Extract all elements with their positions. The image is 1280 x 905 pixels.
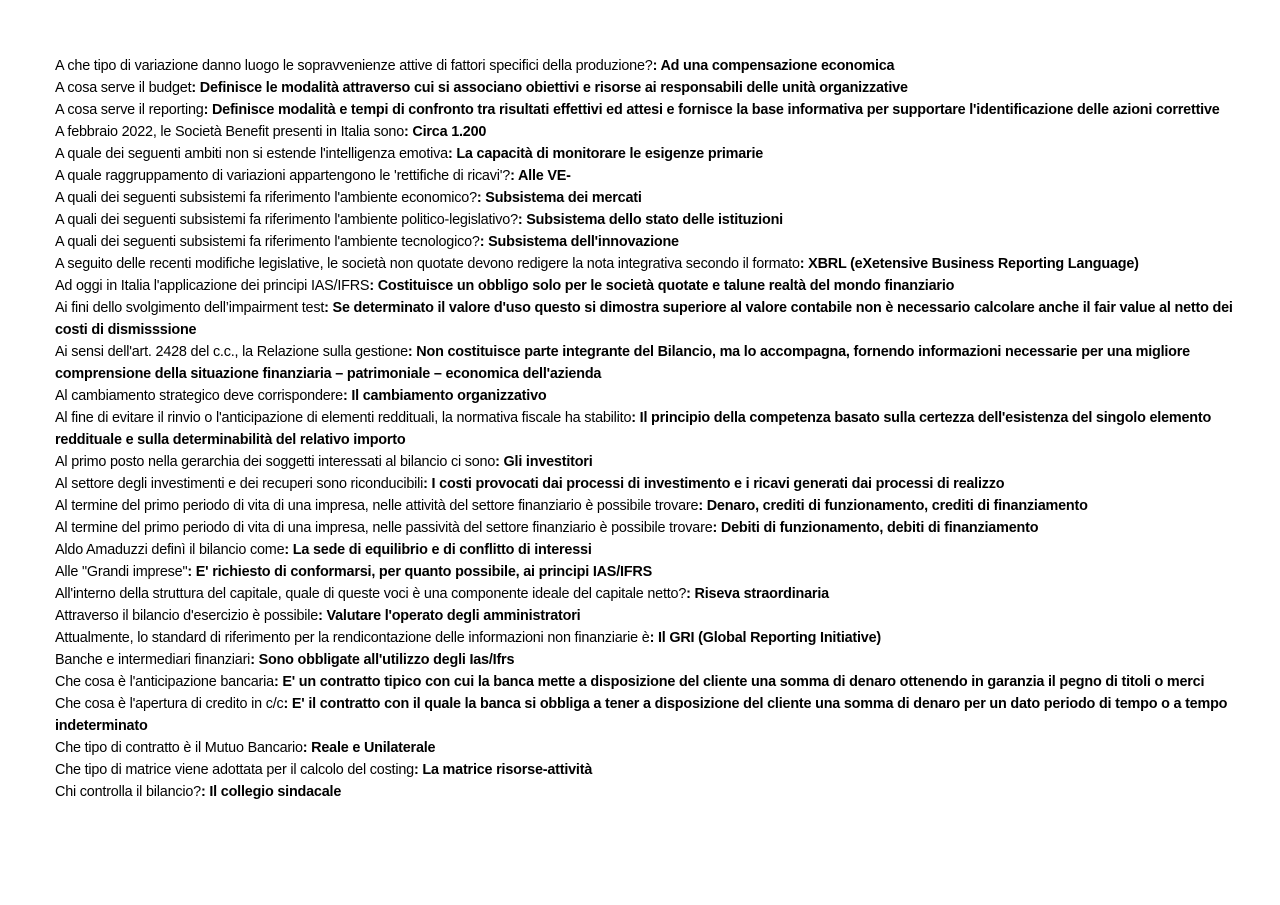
- question-text: Al primo posto nella gerarchia dei soggetti interessati al bilancio ci sono: [55, 454, 496, 470]
- answer-text: : XBRL (eXetensive Business Reporting Language): [799, 256, 1139, 272]
- answer-text: : Costituisce un obbligo solo per le società quotate e talune realtà del mondo finanziario: [369, 278, 955, 294]
- question-text: Al termine del primo periodo di vita di una impresa, nelle attività del settore finanziario è possibile trovare: [55, 498, 699, 514]
- question-text: Attraverso il bilancio d'esercizio è possibile: [55, 608, 319, 624]
- question-text: Al termine del primo periodo di vita di una impresa, nelle passività del settore finanziario è possibile trovare: [55, 520, 713, 536]
- qa-entry: [55, 187, 1235, 209]
- answer-text: : Riseva straordinaria: [686, 586, 829, 602]
- qa-entry: [55, 385, 1235, 407]
- question-text: Ai fini dello svolgimento dell’impairment test: [55, 300, 325, 316]
- qa-entry: [55, 517, 1235, 539]
- qa-entry: [55, 451, 1235, 473]
- qa-entry: [55, 561, 1235, 583]
- question-text: A seguito delle recenti modifiche legislative, le società non quotate devono redigere la nota integrativa secondo il formato: [55, 256, 800, 272]
- answer-text: : Sono obbligate all'utilizzo degli Ias/Ifrs: [250, 652, 515, 668]
- qa-entry: [55, 495, 1235, 517]
- answer-text: : Alle VE-: [510, 168, 571, 184]
- qa-entry: [55, 473, 1235, 495]
- answer-text: : Definisce le modalità attraverso cui si associano obiettivi e risorse ai responsabili delle unità organizzative: [191, 80, 908, 96]
- answer-text: : Il collegio sindacale: [200, 784, 342, 800]
- answer-text: : I costi provocati dai processi di investimento e i ricavi generati dai processi di realizzo: [423, 476, 1005, 492]
- answer-text: : Ad una compensazione economica: [652, 58, 895, 74]
- answer-text: : Subsistema dello stato delle istituzioni: [517, 212, 783, 228]
- answer-text: : Gli investitori: [495, 454, 593, 470]
- question-text: Banche e intermediari finanziari: [55, 652, 251, 668]
- qa-entry: [55, 539, 1235, 561]
- answer-text: : Il GRI (Global Reporting Initiative): [649, 630, 882, 646]
- answer-text: : E' un contratto tipico con cui la banca mette a disposizione del cliente una somma di denaro ottenendo in garanzia il pegno di titoli o merci: [273, 674, 1205, 690]
- qa-entry: [55, 253, 1235, 275]
- answer-text: : E' richiesto di conformarsi, per quanto possibile, ai principi IAS/IFRS: [187, 564, 652, 580]
- question-text: A quali dei seguenti subsistemi fa riferimento l'ambiente politico-legislativo?: [55, 212, 518, 228]
- answer-text: : Valutare l'operato degli amministratori: [318, 608, 581, 624]
- question-text: Al settore degli investimenti e dei recuperi sono riconducibili: [55, 476, 424, 492]
- qa-entry: [55, 165, 1235, 187]
- question-text: Al cambiamento strategico deve corrispondere: [55, 388, 343, 404]
- answer-text: : Non costituisce parte integrante del Bilancio, ma lo accompagna, fornendo informazioni necessarie per una migliore comprensione della situazione finanziaria – patrimoniale – economica dell'azienda: [55, 344, 1190, 382]
- answer-text: : Circa 1.200: [404, 124, 487, 140]
- qa-entry: [55, 781, 1235, 803]
- question-text: A cosa serve il budget: [55, 80, 192, 96]
- answer-text: : Definisce modalità e tempi di confronto tra risultati effettivi ed attesi e fornisce la base informativa per supportare l'identificazione delle azioni correttive: [203, 102, 1220, 118]
- question-text: Che cosa è l'anticipazione bancaria: [55, 674, 274, 690]
- qa-entry: [55, 737, 1235, 759]
- qa-entry: [55, 275, 1235, 297]
- question-text: A febbraio 2022, le Società Benefit presenti in Italia sono: [55, 124, 405, 140]
- qa-entry: [55, 209, 1235, 231]
- qa-entry: [55, 143, 1235, 165]
- qa-entry: [55, 407, 1235, 451]
- qa-entry: [55, 55, 1235, 77]
- qa-entry: [55, 121, 1235, 143]
- answer-text: : E' il contratto con il quale la banca si obbliga a tener a disposizione del cliente una somma di denaro per un dato periodo di tempo o a tempo indeterminato: [55, 696, 1228, 734]
- question-text: Aldo Amaduzzi definì il bilancio come: [55, 542, 285, 558]
- answer-text: : La capacità di monitorare le esigenze primarie: [447, 146, 764, 162]
- qa-entry: [55, 341, 1235, 385]
- question-text: A quale dei seguenti ambiti non si estende l'intelligenza emotiva: [55, 146, 448, 162]
- answer-text: : Se determinato il valore d'uso questo si dimostra superiore al valore contabile non è necessario calcolare anche il fair value al netto dei costi di dismisssione: [55, 300, 1233, 338]
- question-text: A che tipo di variazione danno luogo le sopravvenienze attive di fattori specifici della produzione?: [55, 58, 653, 74]
- qa-entry: [55, 231, 1235, 253]
- qa-entry: [55, 759, 1235, 781]
- answer-text: : Subsistema dei mercati: [476, 190, 642, 206]
- document-page: [55, 55, 1235, 803]
- question-text: Alle "Grandi imprese": [55, 564, 188, 580]
- qa-entry: [55, 693, 1235, 737]
- qa-entry: [55, 583, 1235, 605]
- answer-text: : Il principio della competenza basato sulla certezza dell'esistenza del singolo elemento reddituale e sulla determinabilità del relativo importo: [55, 410, 1212, 448]
- answer-text: : Reale e Unilaterale: [302, 740, 436, 756]
- qa-entry: [55, 77, 1235, 99]
- answer-text: : Debiti di funzionamento, debiti di finanziamento: [712, 520, 1039, 536]
- question-text: Attualmente, lo standard di riferimento per la rendicontazione delle informazioni non finanziarie è: [55, 630, 650, 646]
- question-text: Che tipo di matrice viene adottata per il calcolo del costing: [55, 762, 414, 778]
- qa-entry: [55, 627, 1235, 649]
- question-text: Al fine di evitare il rinvio o l'anticipazione di elementi reddituali, la normativa fiscale ha stabilito: [55, 410, 632, 426]
- qa-entry: [55, 605, 1235, 627]
- qa-entry: [55, 671, 1235, 693]
- qa-entry: [55, 297, 1235, 341]
- answer-text: : Denaro, crediti di funzionamento, crediti di finanziamento: [698, 498, 1088, 514]
- question-text: A quali dei seguenti subsistemi fa riferimento l'ambiente tecnologico?: [55, 234, 480, 250]
- answer-text: : La sede di equilibrio e di conflitto di interessi: [284, 542, 592, 558]
- answer-text: : Subsistema dell'innovazione: [479, 234, 679, 250]
- answer-text: : La matrice risorse-attività: [413, 762, 593, 778]
- question-text: A quale raggruppamento di variazioni appartengono le 'rettifiche di ricavi'?: [55, 168, 511, 184]
- qa-entry: [55, 649, 1235, 671]
- question-text: All'interno della struttura del capitale, quale di queste voci è una componente ideale del capitale netto?: [55, 586, 687, 602]
- question-text: Ai sensi dell'art. 2428 del c.c., la Relazione sulla gestione: [55, 344, 408, 360]
- question-text: Che cosa è l'apertura di credito in c/c: [55, 696, 284, 712]
- qa-entry: [55, 99, 1235, 121]
- answer-text: : Il cambiamento organizzativo: [342, 388, 547, 404]
- question-text: A cosa serve il reporting: [55, 102, 204, 118]
- question-text: Che tipo di contratto è il Mutuo Bancario: [55, 740, 303, 756]
- question-text: A quali dei seguenti subsistemi fa riferimento l'ambiente economico?: [55, 190, 477, 206]
- question-text: Ad oggi in Italia l'applicazione dei principi IAS/IFRS: [55, 278, 370, 294]
- question-text: Chi controlla il bilancio?: [55, 784, 201, 800]
